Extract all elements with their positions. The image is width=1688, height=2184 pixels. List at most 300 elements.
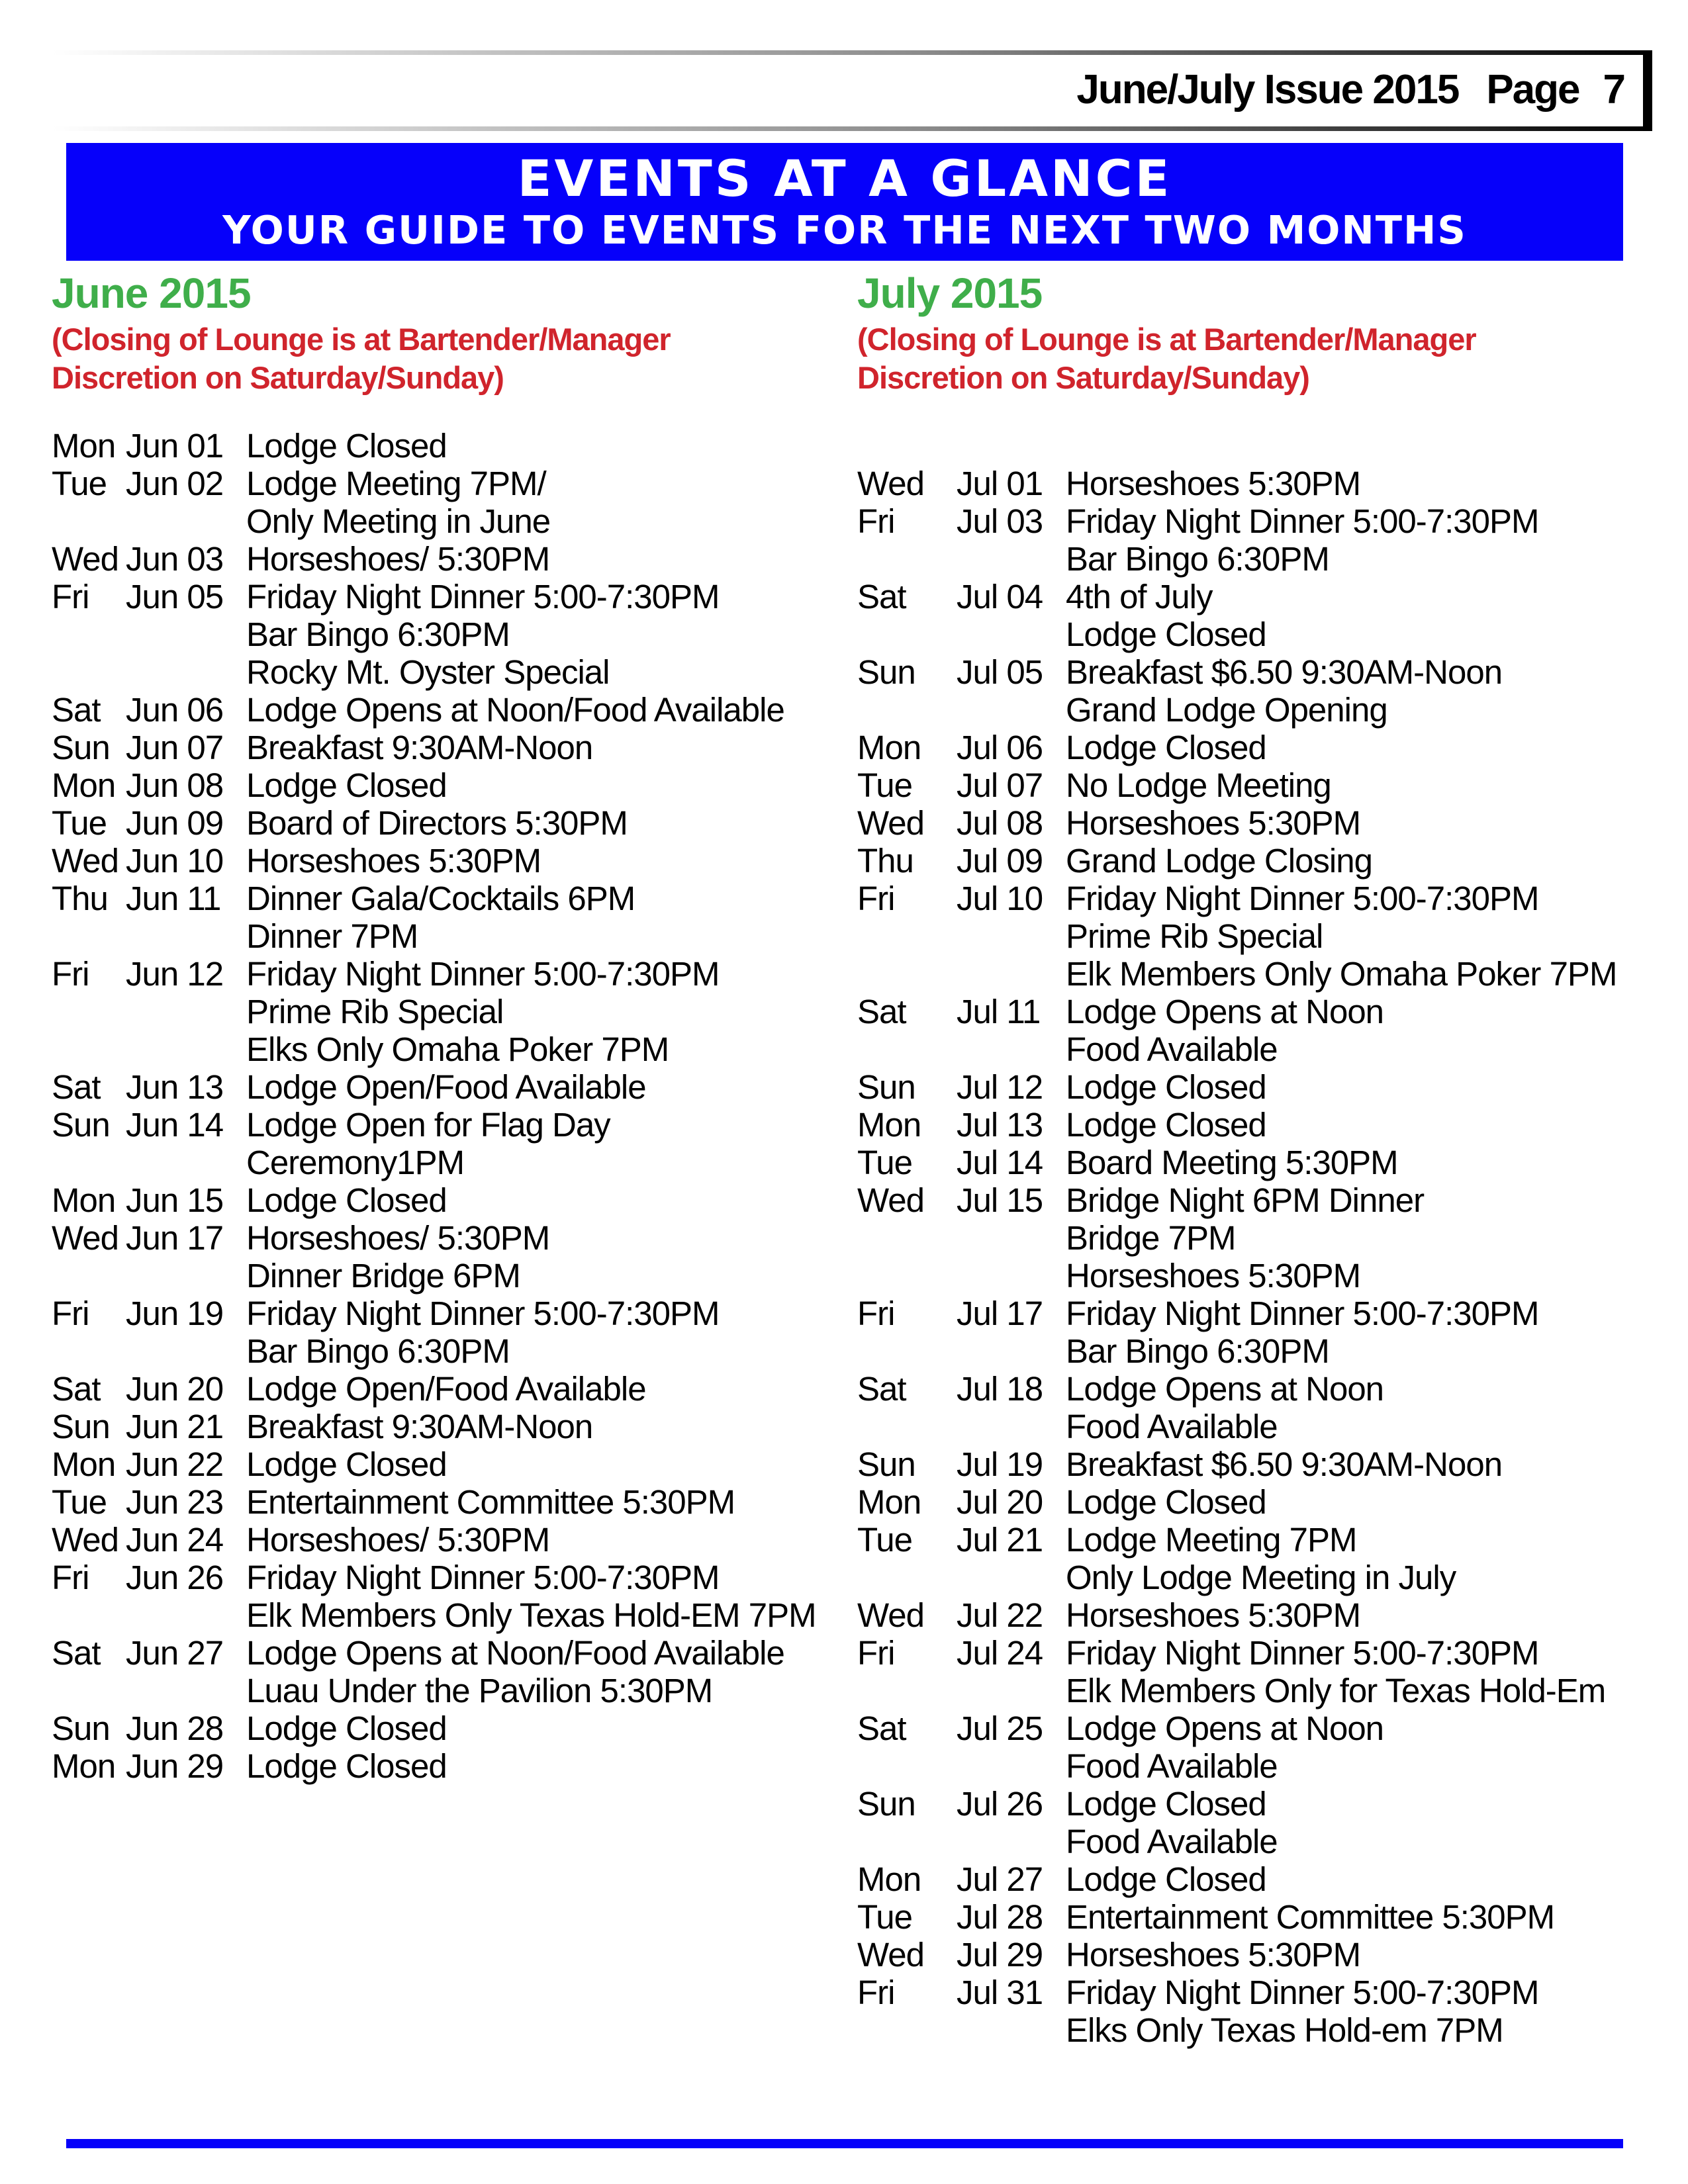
event-day: Mon — [52, 427, 116, 465]
event-date-cell — [52, 1332, 246, 1370]
event-day: Fri — [52, 1295, 89, 1332]
event-row-continuation — [52, 917, 839, 955]
event-description: Lodge Closed — [246, 427, 447, 465]
event-date-cell — [52, 1747, 246, 1785]
event-date: Jun 03 — [126, 540, 224, 578]
event-date-cell — [857, 1483, 1066, 1521]
event-date-cell — [52, 691, 246, 729]
event-date: Jul 19 — [957, 1445, 1043, 1483]
event-description: Elks Only Texas Hold-em 7PM — [1066, 2011, 1503, 2049]
header-top-rule — [52, 50, 1652, 55]
event-description: Bar Bingo 6:30PM — [246, 615, 510, 653]
event-description: Only Lodge Meeting in July — [1066, 1559, 1456, 1596]
event-date-cell — [857, 842, 1066, 880]
event-date: Jun 26 — [126, 1559, 224, 1596]
event-description: Grand Lodge Closing — [1066, 842, 1372, 880]
event-date-cell — [857, 1747, 1066, 1785]
event-date: Jul 17 — [957, 1295, 1043, 1332]
event-description: Lodge Open/Food Available — [246, 1068, 646, 1106]
event-day: Sun — [857, 1068, 915, 1106]
event-day: Wed — [857, 1181, 924, 1219]
event-row — [52, 1709, 839, 1747]
event-date: Jul 18 — [957, 1370, 1043, 1408]
event-description: Horseshoes 5:30PM — [1066, 1596, 1361, 1634]
event-date: Jul 09 — [957, 842, 1043, 880]
event-row — [52, 955, 839, 993]
bottom-divider-bar — [66, 2139, 1623, 2148]
event-date-cell — [52, 766, 246, 804]
event-description: Bar Bingo 6:30PM — [1066, 1332, 1329, 1370]
event-description: Friday Night Dinner 5:00-7:30PM — [246, 955, 720, 993]
event-description: Friday Night Dinner 5:00-7:30PM — [1066, 1974, 1539, 2011]
july-lounge-notice — [857, 320, 1476, 397]
event-row — [857, 1295, 1685, 1332]
event-day: Mon — [52, 1181, 116, 1219]
event-description: Breakfast $6.50 9:30AM-Noon — [1066, 653, 1503, 691]
event-row — [52, 766, 839, 804]
event-date-cell — [52, 993, 246, 1030]
event-row-continuation — [857, 2011, 1685, 2049]
event-date-cell — [857, 691, 1066, 729]
event-date-cell — [857, 880, 1066, 917]
event-date-cell — [857, 1181, 1066, 1219]
event-day: Sun — [857, 1785, 915, 1823]
event-date-cell — [857, 653, 1066, 691]
event-row-continuation — [857, 1030, 1685, 1068]
event-date-cell — [857, 1672, 1066, 1709]
event-date-cell — [857, 1709, 1066, 1747]
event-day: Sun — [52, 1106, 110, 1144]
event-date-cell — [857, 465, 1066, 502]
event-day: Sun — [52, 1709, 110, 1747]
event-row — [52, 1068, 839, 1106]
event-description: Food Available — [1066, 1823, 1278, 1860]
event-date-cell — [857, 1408, 1066, 1445]
event-day: Sun — [52, 729, 110, 766]
event-date: Jul 27 — [957, 1860, 1043, 1898]
event-date: Jul 20 — [957, 1483, 1043, 1521]
event-row — [52, 804, 839, 842]
event-date: Jul 04 — [957, 578, 1043, 615]
event-row — [857, 1785, 1685, 1823]
event-date-cell — [52, 653, 246, 691]
event-row — [52, 1106, 839, 1144]
event-date-cell — [857, 1295, 1066, 1332]
event-row — [52, 729, 839, 766]
event-row — [52, 1295, 839, 1332]
event-day: Fri — [857, 1974, 895, 2011]
event-date: Jun 21 — [126, 1408, 224, 1445]
event-row-continuation — [52, 1596, 839, 1634]
event-row — [857, 766, 1685, 804]
event-date: Jun 24 — [126, 1521, 224, 1559]
event-date-cell — [857, 1898, 1066, 1936]
event-day: Fri — [857, 502, 895, 540]
notice-line: Discretion on Saturday/Sunday) — [52, 360, 504, 395]
event-row-continuation — [52, 1332, 839, 1370]
event-date-cell — [52, 1709, 246, 1747]
event-date: Jun 06 — [126, 691, 224, 729]
event-date-cell — [52, 1672, 246, 1709]
event-day: Sun — [857, 1445, 915, 1483]
event-day: Sat — [857, 1370, 906, 1408]
event-row-continuation — [52, 1030, 839, 1068]
event-day: Fri — [52, 1559, 89, 1596]
event-description: Board of Directors 5:30PM — [246, 804, 628, 842]
event-description: Lodge Opens at Noon/Food Available — [246, 691, 784, 729]
event-day: Sun — [857, 653, 915, 691]
event-date: Jun 08 — [126, 766, 224, 804]
event-row-continuation — [857, 917, 1685, 955]
event-date: Jul 10 — [957, 880, 1043, 917]
event-date: Jun 11 — [126, 880, 221, 917]
event-date-cell — [857, 615, 1066, 653]
event-date: Jun 23 — [126, 1483, 224, 1521]
event-day: Mon — [52, 1747, 116, 1785]
event-date-cell — [857, 729, 1066, 766]
event-date: Jul 21 — [957, 1521, 1043, 1559]
event-description: Lodge Closed — [1066, 1106, 1266, 1144]
event-date: Jul 08 — [957, 804, 1043, 842]
event-date: Jul 24 — [957, 1634, 1043, 1672]
event-date: Jul 29 — [957, 1936, 1043, 1974]
event-date-cell — [857, 1144, 1066, 1181]
event-description: Horseshoes 5:30PM — [246, 842, 541, 880]
event-date-cell — [52, 1030, 246, 1068]
event-day: Sat — [52, 1370, 101, 1408]
event-row — [857, 653, 1685, 691]
july-month-title: July 2015 — [857, 269, 1043, 317]
event-day: Wed — [857, 1596, 924, 1634]
event-row — [857, 465, 1685, 502]
event-row — [52, 1181, 839, 1219]
event-day: Wed — [857, 804, 924, 842]
event-date: Jun 17 — [126, 1219, 224, 1257]
event-date: Jul 13 — [957, 1106, 1043, 1144]
event-day: Tue — [52, 1483, 107, 1521]
event-row — [857, 729, 1685, 766]
event-row — [857, 1936, 1685, 1974]
event-row — [52, 1634, 839, 1672]
event-row — [52, 1219, 839, 1257]
event-date-cell — [857, 1257, 1066, 1295]
event-row — [857, 1860, 1685, 1898]
event-date-cell — [52, 1559, 246, 1596]
event-row-continuation — [52, 1257, 839, 1295]
event-description: Lodge Closed — [1066, 729, 1266, 766]
event-date-cell — [52, 1483, 246, 1521]
event-description: Food Available — [1066, 1030, 1278, 1068]
event-row — [857, 502, 1685, 540]
event-row-continuation — [857, 1559, 1685, 1596]
event-date: Jun 14 — [126, 1106, 224, 1144]
event-day: Sat — [52, 1634, 101, 1672]
event-day: Tue — [52, 465, 107, 502]
event-row — [52, 1483, 839, 1521]
event-description: Horseshoes/ 5:30PM — [246, 1521, 550, 1559]
event-row-continuation — [52, 1672, 839, 1709]
event-date-cell — [52, 1144, 246, 1181]
event-date-cell — [857, 502, 1066, 540]
notice-line: (Closing of Lounge is at Bartender/Manager — [857, 322, 1476, 357]
event-row-continuation — [857, 691, 1685, 729]
event-row — [52, 465, 839, 502]
event-day: Fri — [857, 880, 895, 917]
event-row — [857, 1974, 1685, 2011]
header-bottom-rule — [52, 126, 1652, 131]
event-row — [857, 1370, 1685, 1408]
event-date-cell — [857, 1106, 1066, 1144]
event-date-cell — [52, 917, 246, 955]
event-date-cell — [52, 1106, 246, 1144]
event-row — [857, 1068, 1685, 1106]
event-day: Thu — [52, 880, 108, 917]
event-date-cell — [52, 1408, 246, 1445]
event-description: Dinner 7PM — [246, 917, 418, 955]
event-date-cell — [52, 1068, 246, 1106]
event-description: Lodge Closed — [246, 1709, 447, 1747]
event-description: Lodge Closed — [1066, 1068, 1266, 1106]
header-box-right-border — [1643, 50, 1652, 131]
event-day: Sun — [52, 1408, 110, 1445]
event-date-cell — [52, 427, 246, 465]
event-description: Breakfast 9:30AM-Noon — [246, 1408, 593, 1445]
event-description: Prime Rib Special — [246, 993, 504, 1030]
event-row — [52, 1445, 839, 1483]
event-date: Jun 10 — [126, 842, 224, 880]
event-row-continuation — [857, 1672, 1685, 1709]
event-row — [52, 1747, 839, 1785]
event-description: Dinner Gala/Cocktails 6PM — [246, 880, 635, 917]
event-row — [52, 842, 839, 880]
event-description: Luau Under the Pavilion 5:30PM — [246, 1672, 713, 1709]
event-date-cell — [52, 540, 246, 578]
event-date: Jul 14 — [957, 1144, 1043, 1181]
event-row-continuation — [857, 1747, 1685, 1785]
event-description: Bridge Night 6PM Dinner — [1066, 1181, 1425, 1219]
event-date: Jun 07 — [126, 729, 224, 766]
event-day: Tue — [857, 1521, 912, 1559]
event-row — [857, 1634, 1685, 1672]
event-description: Bar Bingo 6:30PM — [246, 1332, 510, 1370]
event-date-cell — [857, 804, 1066, 842]
event-day: Tue — [857, 1898, 912, 1936]
event-date-cell — [52, 1257, 246, 1295]
event-row — [857, 1521, 1685, 1559]
event-date: Jun 15 — [126, 1181, 224, 1219]
event-date: Jun 05 — [126, 578, 224, 615]
event-row-continuation — [857, 540, 1685, 578]
event-date: Jun 02 — [126, 465, 224, 502]
event-date: Jul 26 — [957, 1785, 1043, 1823]
event-description: Elks Only Omaha Poker 7PM — [246, 1030, 669, 1068]
event-row — [52, 1559, 839, 1596]
event-description: Food Available — [1066, 1408, 1278, 1445]
event-row — [52, 540, 839, 578]
event-day: Wed — [52, 842, 118, 880]
event-description: Friday Night Dinner 5:00-7:30PM — [246, 1295, 720, 1332]
event-day: Wed — [52, 1521, 118, 1559]
event-date: Jun 28 — [126, 1709, 224, 1747]
july-events-list — [857, 465, 1685, 2049]
event-date-cell — [52, 1219, 246, 1257]
event-description: Horseshoes 5:30PM — [1066, 1936, 1361, 1974]
event-description: Friday Night Dinner 5:00-7:30PM — [246, 578, 720, 615]
event-day: Wed — [857, 1936, 924, 1974]
event-day: Mon — [52, 1445, 116, 1483]
event-day: Fri — [52, 578, 89, 615]
event-date: Jun 27 — [126, 1634, 224, 1672]
event-day: Mon — [857, 1483, 921, 1521]
event-day: Mon — [52, 766, 116, 804]
event-date: Jun 29 — [126, 1747, 224, 1785]
event-day: Wed — [857, 465, 924, 502]
event-description: Rocky Mt. Oyster Special — [246, 653, 610, 691]
event-date: Jun 01 — [126, 427, 224, 465]
event-row-continuation — [52, 993, 839, 1030]
event-row — [52, 578, 839, 615]
event-date-cell — [857, 1445, 1066, 1483]
event-date-cell — [857, 1936, 1066, 1974]
page-label: Page — [1486, 67, 1579, 113]
event-date-cell — [857, 766, 1066, 804]
event-row-continuation — [857, 1257, 1685, 1295]
event-description: Lodge Closed — [1066, 615, 1266, 653]
event-date-cell — [52, 1521, 246, 1559]
june-lounge-notice — [52, 320, 671, 397]
event-row-continuation — [857, 1823, 1685, 1860]
event-row — [857, 1898, 1685, 1936]
event-date-cell — [52, 955, 246, 993]
event-date: Jul 15 — [957, 1181, 1043, 1219]
event-row — [857, 1106, 1685, 1144]
event-row — [52, 1370, 839, 1408]
event-description: Lodge Opens at Noon — [1066, 1709, 1384, 1747]
event-row-continuation — [857, 955, 1685, 993]
event-description: Food Available — [1066, 1747, 1278, 1785]
event-date-cell — [52, 729, 246, 766]
event-date: Jun 09 — [126, 804, 224, 842]
event-description: Ceremony1PM — [246, 1144, 465, 1181]
banner-subtitle: YOUR GUIDE TO EVENTS FOR THE NEXT TWO MONTHS — [222, 207, 1467, 253]
event-date: Jul 05 — [957, 653, 1043, 691]
event-description: Friday Night Dinner 5:00-7:30PM — [1066, 1634, 1539, 1672]
event-date: Jul 01 — [957, 465, 1043, 502]
event-day: Sat — [857, 578, 906, 615]
event-description: Board Meeting 5:30PM — [1066, 1144, 1398, 1181]
event-row — [52, 1521, 839, 1559]
event-date-cell — [857, 917, 1066, 955]
event-day: Mon — [857, 1860, 921, 1898]
event-description: Lodge Open for Flag Day — [246, 1106, 610, 1144]
event-row — [52, 880, 839, 917]
event-row — [857, 880, 1685, 917]
event-description: 4th of July — [1066, 578, 1213, 615]
event-description: Elk Members Only for Texas Hold-Em — [1066, 1672, 1606, 1709]
event-row — [857, 1596, 1685, 1634]
event-row-continuation — [857, 1408, 1685, 1445]
event-description: Friday Night Dinner 5:00-7:30PM — [1066, 1295, 1539, 1332]
page-number: 7 — [1603, 67, 1624, 113]
event-date-cell — [857, 1030, 1066, 1068]
event-description: Elk Members Only Texas Hold-EM 7PM — [246, 1596, 816, 1634]
event-row-continuation — [52, 615, 839, 653]
event-description: Breakfast $6.50 9:30AM-Noon — [1066, 1445, 1503, 1483]
event-row-continuation — [52, 502, 839, 540]
event-date: Jul 03 — [957, 502, 1043, 540]
event-date-cell — [857, 1370, 1066, 1408]
event-date: Jul 25 — [957, 1709, 1043, 1747]
banner-title: EVENTS AT A GLANCE — [517, 149, 1172, 208]
events-banner — [66, 143, 1623, 261]
event-date: Jul 12 — [957, 1068, 1043, 1106]
event-description: Entertainment Committee 5:30PM — [1066, 1898, 1555, 1936]
event-day: Fri — [857, 1295, 895, 1332]
event-row — [857, 1144, 1685, 1181]
event-description: Lodge Closed — [246, 766, 447, 804]
event-description: Lodge Opens at Noon — [1066, 993, 1384, 1030]
event-date: Jul 31 — [957, 1974, 1043, 2011]
event-day: Tue — [857, 766, 912, 804]
event-description: Lodge Closed — [246, 1181, 447, 1219]
event-description: No Lodge Meeting — [1066, 766, 1331, 804]
event-date-cell — [52, 1445, 246, 1483]
event-date-cell — [52, 842, 246, 880]
event-date-cell — [52, 578, 246, 615]
event-date-cell — [857, 955, 1066, 993]
event-day: Mon — [857, 729, 921, 766]
event-date: Jul 11 — [957, 993, 1041, 1030]
event-row-continuation — [857, 615, 1685, 653]
event-description: Only Meeting in June — [246, 502, 551, 540]
event-date-cell — [857, 1521, 1066, 1559]
event-description: Entertainment Committee 5:30PM — [246, 1483, 735, 1521]
event-description: Lodge Closed — [246, 1747, 447, 1785]
event-date-cell — [52, 1181, 246, 1219]
event-row-continuation — [52, 1144, 839, 1181]
event-date-cell — [857, 1219, 1066, 1257]
event-day: Mon — [857, 1106, 921, 1144]
event-date-cell — [857, 1559, 1066, 1596]
event-date-cell — [857, 1974, 1066, 2011]
event-date-cell — [52, 1370, 246, 1408]
event-row-continuation — [857, 1332, 1685, 1370]
event-description: Grand Lodge Opening — [1066, 691, 1387, 729]
event-day: Tue — [857, 1144, 912, 1181]
event-description: Elk Members Only Omaha Poker 7PM — [1066, 955, 1617, 993]
event-date: Jun 22 — [126, 1445, 224, 1483]
event-date-cell — [52, 502, 246, 540]
event-row — [52, 427, 839, 465]
event-description: Friday Night Dinner 5:00-7:30PM — [1066, 880, 1539, 917]
event-description: Bridge 7PM — [1066, 1219, 1236, 1257]
event-date-cell — [857, 1860, 1066, 1898]
event-description: Dinner Bridge 6PM — [246, 1257, 520, 1295]
event-description: Prime Rib Special — [1066, 917, 1323, 955]
event-date: Jun 13 — [126, 1068, 224, 1106]
event-description: Horseshoes 5:30PM — [1066, 1257, 1361, 1295]
event-date-cell — [52, 615, 246, 653]
event-day: Sat — [52, 1068, 101, 1106]
event-row — [52, 691, 839, 729]
event-day: Wed — [52, 1219, 118, 1257]
event-date-cell — [857, 993, 1066, 1030]
event-date-cell — [52, 804, 246, 842]
event-description: Friday Night Dinner 5:00-7:30PM — [246, 1559, 720, 1596]
event-date-cell — [857, 578, 1066, 615]
june-month-title: June 2015 — [52, 269, 251, 317]
event-description: Lodge Closed — [1066, 1483, 1266, 1521]
